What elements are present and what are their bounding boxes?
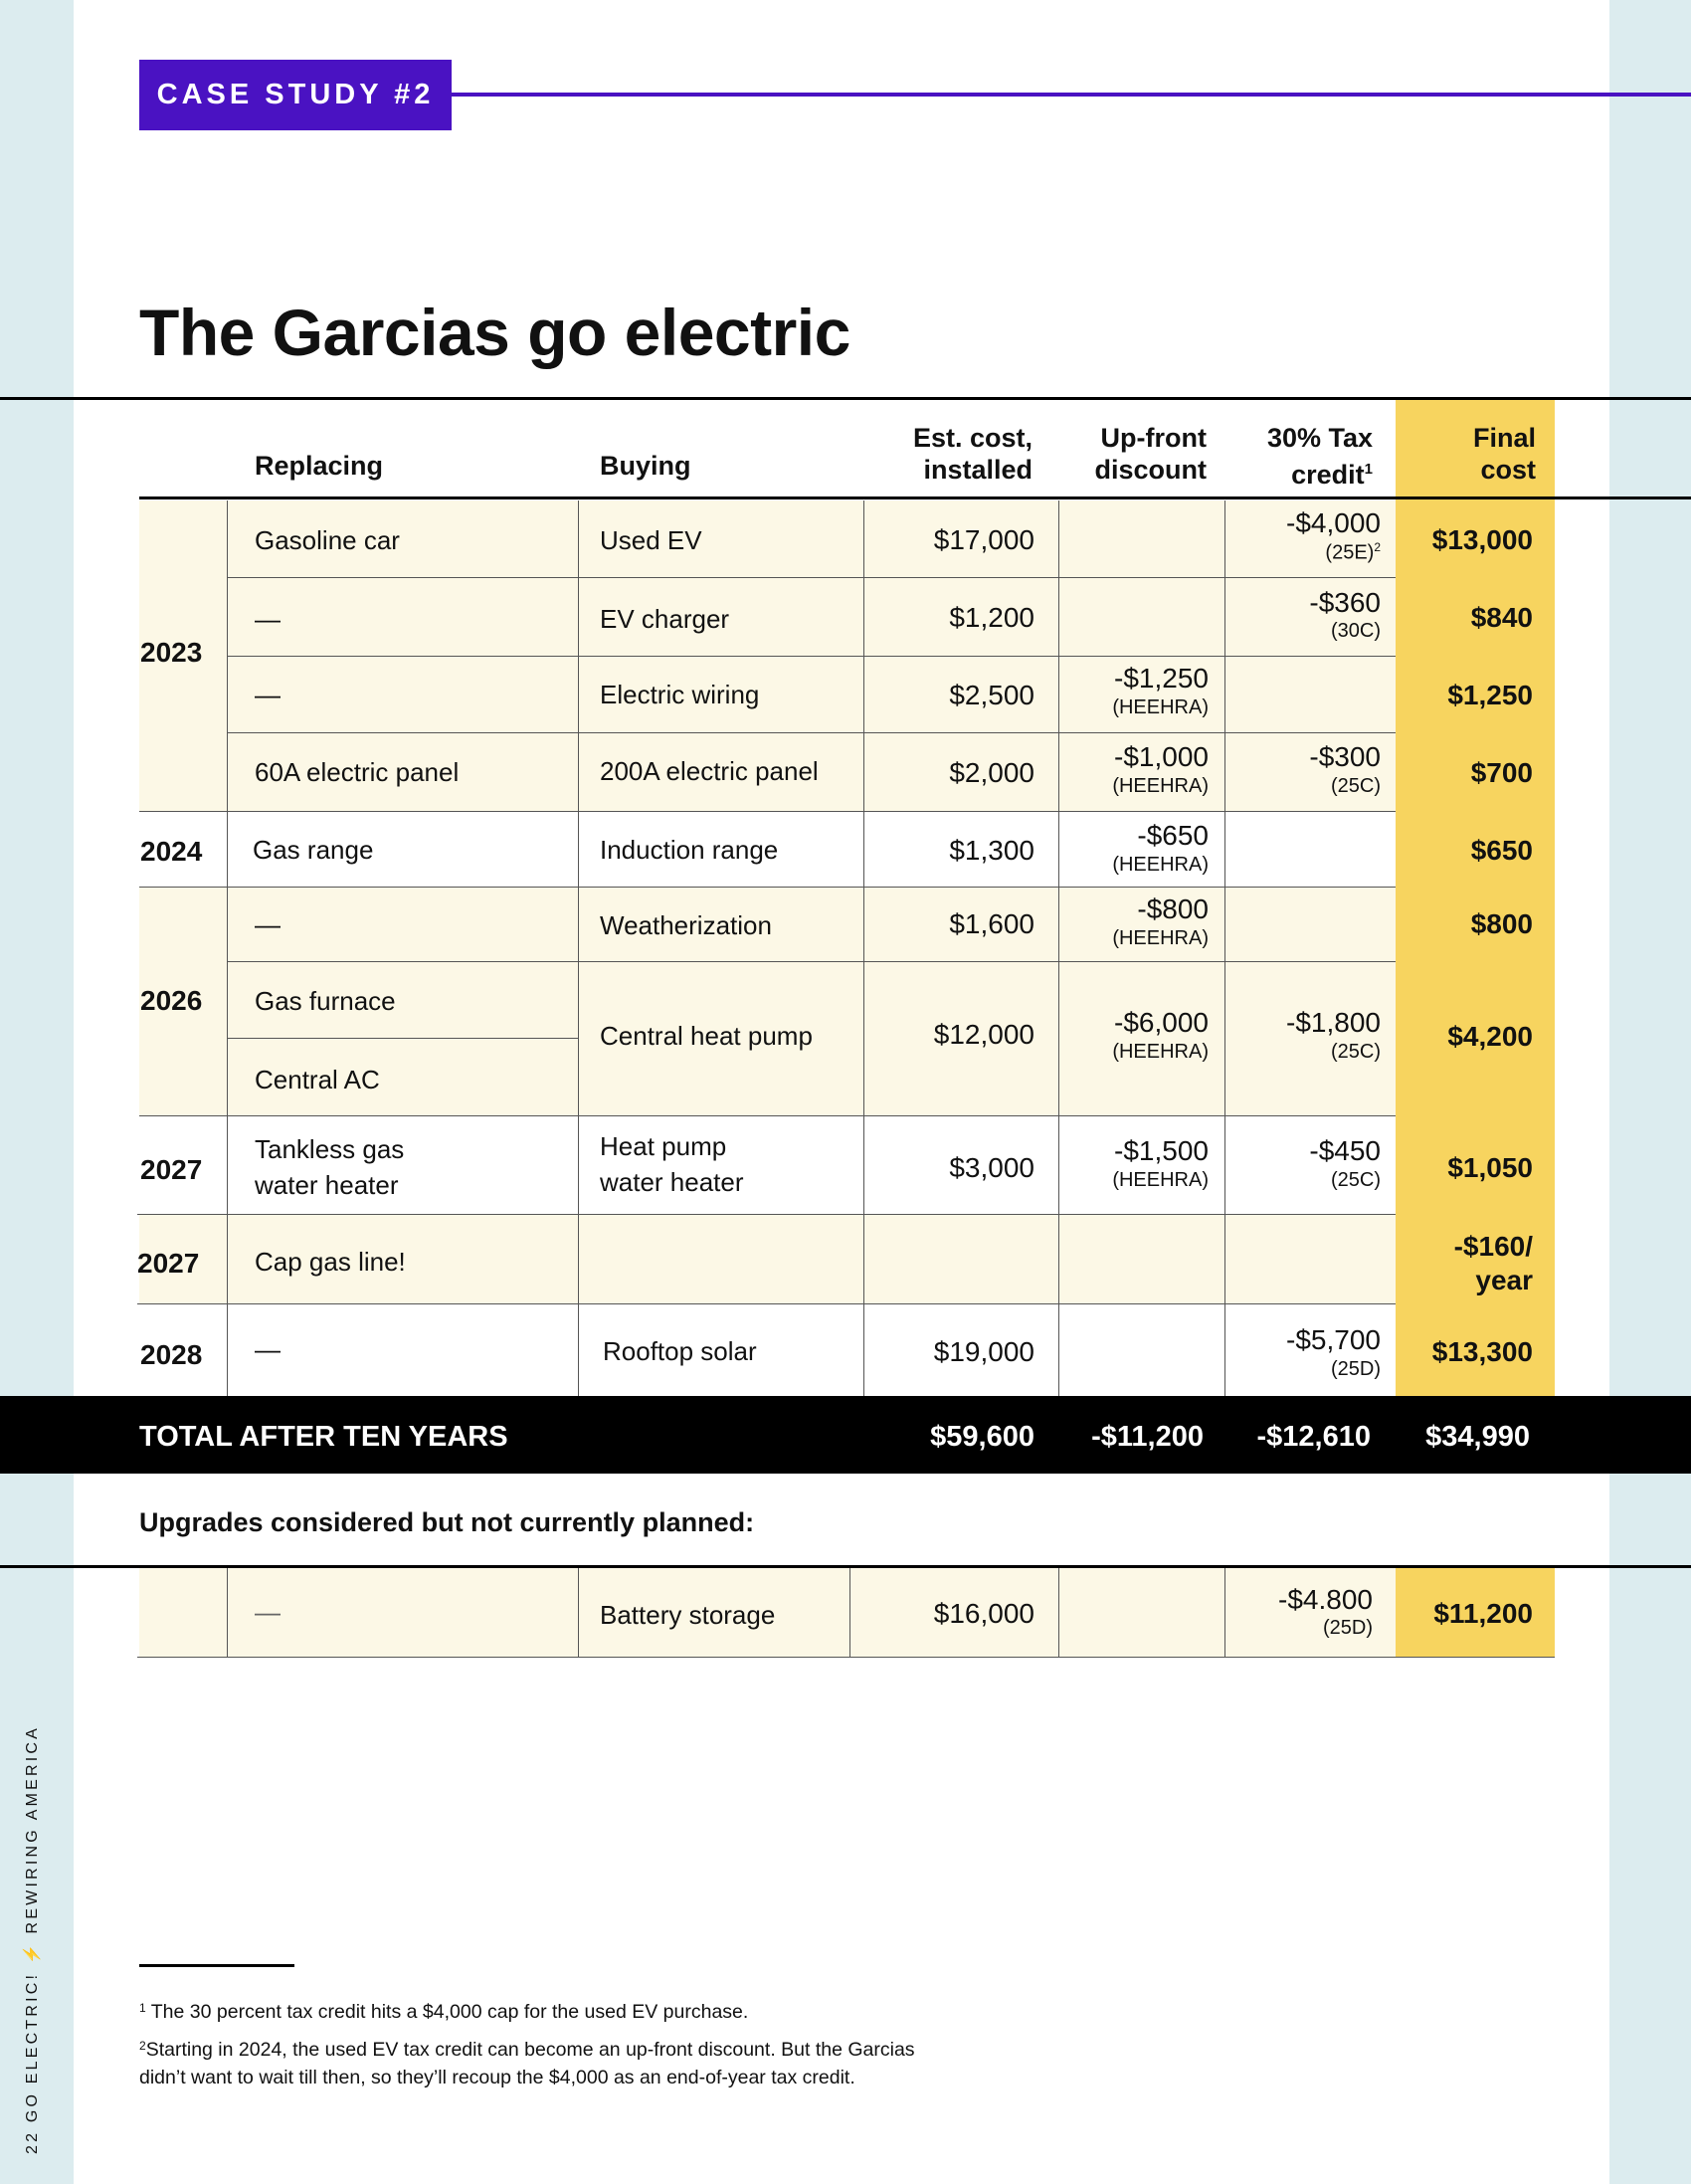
- buying-cell: Used EV: [600, 525, 702, 555]
- footnote-rule: [139, 1964, 294, 1967]
- column-divider: [578, 500, 579, 1396]
- buying-cell: EV charger: [600, 604, 730, 634]
- row-divider: [137, 1214, 1396, 1215]
- final-cost-cell: $1,050: [1447, 1152, 1533, 1183]
- total-label: TOTAL AFTER TEN YEARS: [139, 1421, 508, 1453]
- credit-cell: -$4,000: [1286, 507, 1381, 538]
- final-cost-cell: $4,200: [1447, 1021, 1533, 1052]
- replacing-cell: Cap gas line!: [255, 1247, 406, 1277]
- replacing-cell: —: [255, 680, 281, 709]
- discount-note: (HEEHRA): [1112, 854, 1209, 876]
- discount-note: (HEEHRA): [1112, 696, 1209, 718]
- cost-cell: $19,000: [933, 1336, 1034, 1367]
- buying-cell: Weatherization: [600, 910, 772, 940]
- planned-final: $11,200: [1433, 1598, 1533, 1629]
- column-divider: [578, 1568, 579, 1657]
- total-cost: $59,600: [930, 1421, 1034, 1453]
- cost-cell: $17,000: [933, 524, 1034, 555]
- column-divider: [1058, 500, 1059, 1396]
- replacing-cell: Gas furnace: [255, 986, 396, 1016]
- row-divider: [139, 1115, 1396, 1116]
- header-est-cost: Est. cost, installed: [912, 423, 1033, 485]
- header-buying: Buying: [600, 451, 691, 481]
- cost-cell: $2,000: [949, 757, 1034, 788]
- year-label-2028: 2028: [140, 1339, 203, 1370]
- row-divider: [227, 656, 1396, 657]
- total-credit: -$12,610: [1256, 1421, 1371, 1453]
- cost-cell: $12,000: [933, 1019, 1034, 1050]
- credit-note: (25C): [1330, 775, 1381, 797]
- discount-cell: -$6,000: [1114, 1007, 1209, 1038]
- cost-cell: $3,000: [949, 1152, 1034, 1183]
- final-cost-cell: $800: [1470, 908, 1533, 939]
- planned-replacing: —: [255, 1597, 281, 1627]
- planned-credit: -$4.800: [1278, 1584, 1373, 1615]
- credit-cell: -$300: [1309, 741, 1381, 772]
- credit-note: $(25E)^2$: [1325, 540, 1381, 564]
- header-bottom-rule: [139, 496, 1691, 499]
- page-title: The Garcias go electric: [139, 296, 850, 369]
- credit-note: (30C): [1330, 620, 1381, 642]
- credit-note: (25C): [1330, 1041, 1381, 1063]
- replacing-cell: Tankless gas water heater: [255, 1134, 405, 1200]
- replacing-cell: Gasoline car: [255, 525, 400, 555]
- credit-cell: -$1,800: [1286, 1007, 1381, 1038]
- planned-cost: $16,000: [933, 1598, 1034, 1629]
- planned-bottom-rule: [137, 1657, 1555, 1658]
- total-discount: -$11,200: [1091, 1421, 1204, 1453]
- buying-cell: Induction range: [600, 835, 779, 865]
- replacing-cell: —: [255, 604, 281, 634]
- final-cost-cell: $650: [1470, 835, 1533, 866]
- credit-cell: -$5,700: [1286, 1324, 1381, 1355]
- year-label-2023: 2023: [140, 637, 203, 668]
- row-divider: [227, 732, 1396, 733]
- cost-cell: $1,600: [949, 908, 1034, 939]
- year-label-2027: 2027: [140, 1154, 203, 1185]
- table-top-rule: [0, 397, 1691, 400]
- header-final-cost: Final cost: [1472, 423, 1536, 485]
- cost-cell: $2,500: [949, 680, 1034, 710]
- discount-cell: -$650: [1137, 820, 1209, 851]
- buying-cell: Rooftop solar: [603, 1336, 757, 1366]
- row-divider: [227, 577, 1396, 578]
- footnote-2: $^2$Starting in 2024, the used EV tax credit can become an up-front discount. But the Garcias didn’t want to wait till then, so they’ll recoup the $4,000 as an end-of-year tax credit.: [139, 2039, 915, 2088]
- buying-cell: Central heat pump: [600, 1021, 813, 1051]
- column-divider: [1224, 500, 1225, 1396]
- buying-cell: 200A electric panel: [600, 756, 819, 786]
- row-divider: [139, 887, 1396, 888]
- header-upfront: Up-front discount: [1094, 423, 1207, 485]
- replacing-cell: —: [255, 909, 281, 939]
- discount-cell: -$800: [1137, 893, 1209, 924]
- year-label-2027-cap: 2027: [137, 1248, 200, 1279]
- final-cost-cell: $700: [1470, 757, 1533, 788]
- discount-note: (HEEHRA): [1112, 775, 1209, 797]
- discount-cell: -$1,000: [1114, 741, 1209, 772]
- column-divider: [849, 1568, 850, 1657]
- replacing-cell: Gas range: [253, 835, 374, 865]
- year-label-2026: 2026: [140, 985, 203, 1016]
- column-divider: [1058, 1568, 1059, 1657]
- buying-cell: Electric wiring: [600, 680, 760, 709]
- total-final: $34,990: [1425, 1421, 1530, 1453]
- credit-cell: -$450: [1309, 1135, 1381, 1166]
- final-cost-cell: -$160/ year: [1453, 1231, 1533, 1295]
- right-sidebar-band: [1609, 0, 1691, 2184]
- cost-cell: $1,300: [949, 835, 1034, 866]
- credit-cell: -$360: [1309, 587, 1381, 618]
- year-label-2024: 2024: [140, 836, 203, 867]
- case-study-badge: CASE STUDY #2: [139, 60, 452, 130]
- planned-credit-note: (25D): [1322, 1617, 1373, 1639]
- final-cost-cell: $13,000: [1431, 524, 1533, 555]
- replacing-cell: 60A electric panel: [255, 757, 460, 787]
- discount-note: (HEEHRA): [1112, 1169, 1209, 1191]
- discount-cell: -$1,250: [1114, 663, 1209, 694]
- replacing-cell: —: [255, 1334, 281, 1364]
- credit-note: (25D): [1330, 1358, 1381, 1380]
- replacing-cell-2: Central AC: [255, 1065, 380, 1094]
- row-divider: [137, 1303, 1396, 1304]
- discount-cell: -$1,500: [1114, 1135, 1209, 1166]
- column-divider: [227, 1568, 228, 1657]
- buying-cell: Heat pump water heater: [600, 1131, 744, 1197]
- row-divider: [227, 961, 1396, 962]
- column-divider: [863, 500, 864, 1396]
- badge-rule: [452, 93, 1691, 97]
- header-tax-credit: 30% Tax credit$^1$: [1266, 423, 1373, 490]
- final-cost-cell: $1,250: [1447, 680, 1533, 710]
- footnote-1: $^1$ The 30 percent tax credit hits a $4,000 cap for the used EV purchase.: [139, 2001, 749, 2023]
- header-replacing: Replacing: [255, 451, 384, 481]
- page-sidebar-text: 22 GO ELECTRIC! ⚡ REWIRING AMERICA: [24, 1725, 41, 2154]
- final-cost-cell: $13,300: [1431, 1336, 1533, 1367]
- planned-heading: Upgrades considered but not currently planned:: [139, 1507, 755, 1537]
- discount-note: (HEEHRA): [1112, 927, 1209, 949]
- column-divider: [227, 500, 228, 1396]
- row-divider: [227, 1038, 578, 1039]
- planned-buying: Battery storage: [600, 1600, 776, 1630]
- planned-top-rule: [0, 1565, 1691, 1568]
- row-divider: [139, 811, 1396, 812]
- discount-note: (HEEHRA): [1112, 1041, 1209, 1063]
- final-cost-cell: $840: [1470, 602, 1533, 633]
- credit-note: (25C): [1330, 1169, 1381, 1191]
- cost-cell: $1,200: [949, 602, 1034, 633]
